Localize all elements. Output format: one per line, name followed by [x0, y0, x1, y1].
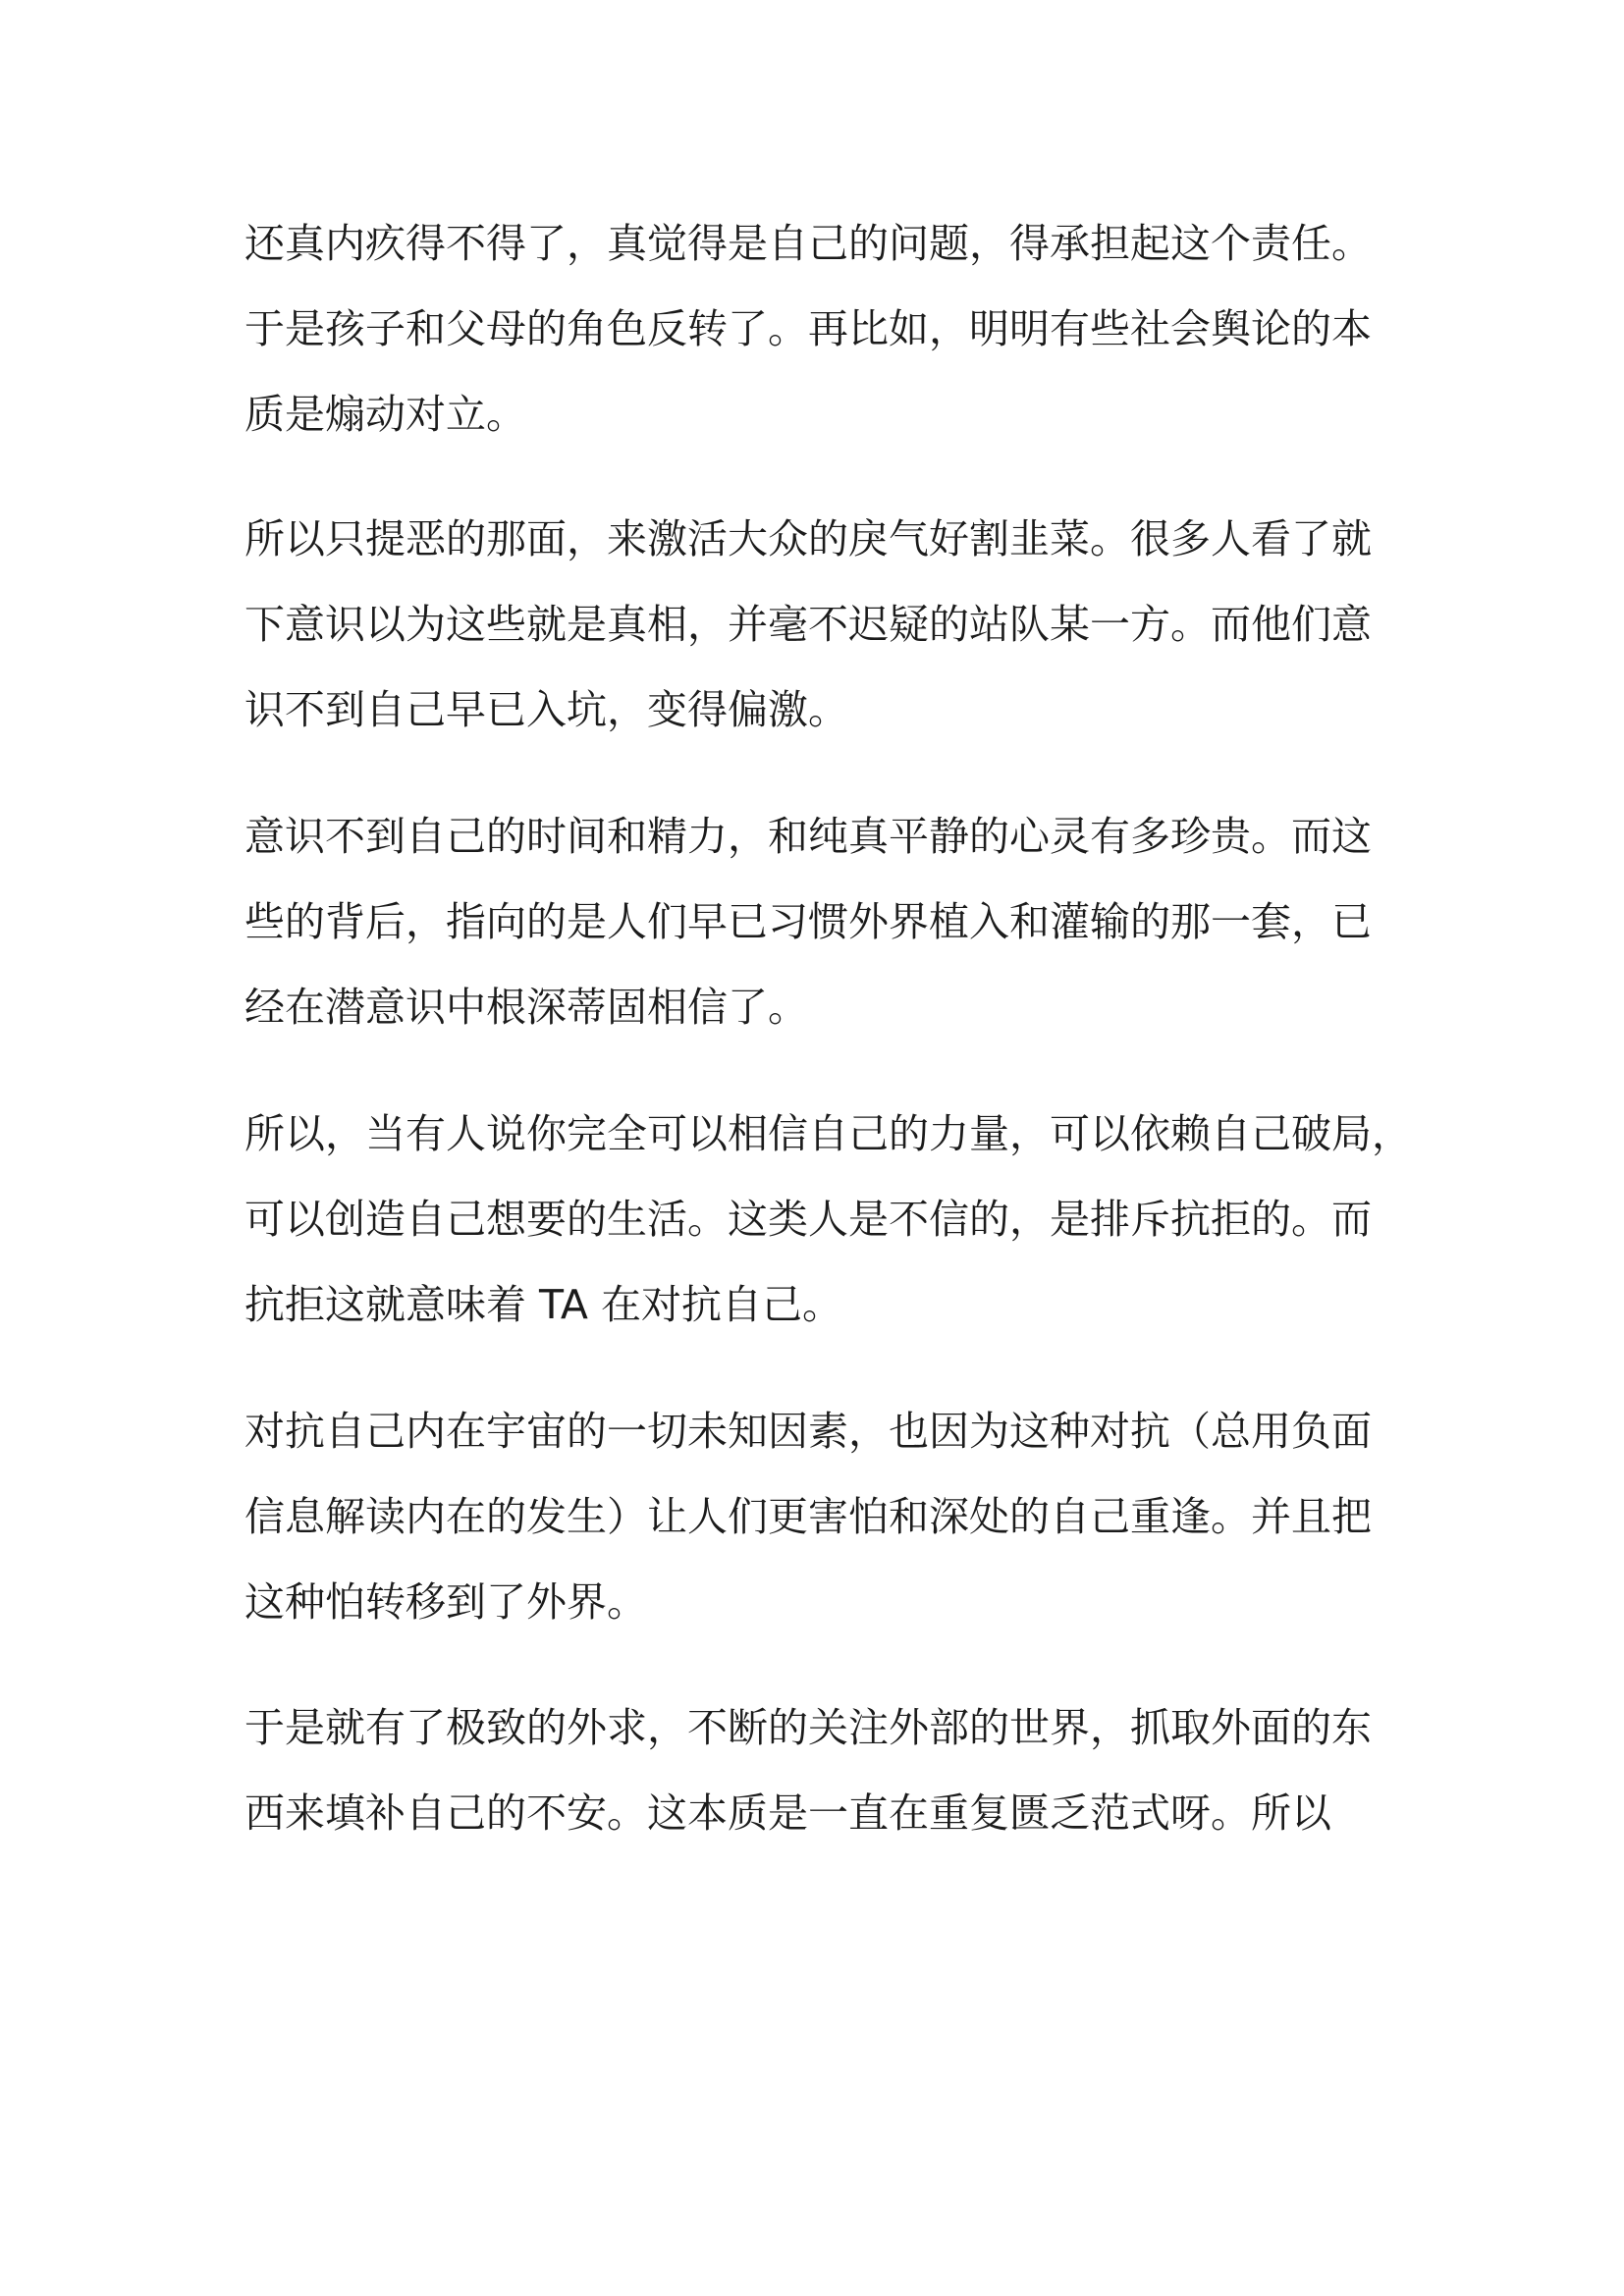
text-line: 经在潜意识中根深蒂固相信了。 [244, 984, 808, 1031]
text-line: 信息解读内在的发生）让人们更害怕和深处的自己重逢。并且把 [244, 1493, 1372, 1540]
text-line: 下意识以为这些就是真相，并毫不迟疑的站队某一方。而他们意 [244, 601, 1372, 648]
paragraph-6 [244, 1704, 1393, 1878]
text-line: 可以创造自己想要的生活。这类人是不信的，是排斥抗拒的。而 [244, 1196, 1372, 1243]
paragraph-1 [244, 220, 1393, 479]
text-line: 些的背后，指向的是人们早已习惯外界植入和灌输的那一套，已 [244, 898, 1372, 945]
paragraph-5 [244, 1408, 1393, 1667]
text-line: 于是就有了极致的外求，不断的关注外部的世界，抓取外面的东 [244, 1704, 1372, 1751]
paragraph-4 [244, 1110, 1412, 1369]
text-line: 抗拒这就意味着 TA 在对抗自己。 [244, 1281, 842, 1328]
text-line: 意识不到自己的时间和精力，和纯真平静的心灵有多珍贵。而这 [244, 813, 1372, 860]
text-line: 所以，当有人说你完全可以相信自己的力量，可以依赖自己破局， [244, 1110, 1412, 1157]
text-line: 质是煽动对立。 [244, 391, 526, 438]
text-line: 西来填补自己的不安。这本质是一直在重复匮乏范式呀。所以 [244, 1789, 1331, 1837]
text-line: 这种怕转移到了外界。 [244, 1578, 647, 1626]
paragraph-3 [244, 813, 1393, 1072]
text-line: 识不到自己早已入坑，变得偏激。 [244, 686, 848, 733]
text-line: 对抗自己内在宇宙的一切未知因素，也因为这种对抗（总用负面 [244, 1408, 1372, 1455]
text-line: 还真内疚得不得了，真觉得是自己的问题，得承担起这个责任。 [244, 220, 1372, 267]
text-line: 所以只提恶的那面，来激活大众的戾气好割韭菜。很多人看了就 [244, 515, 1372, 562]
paragraph-2 [244, 515, 1393, 774]
text-line: 于是孩子和父母的角色反转了。再比如，明明有些社会舆论的本 [244, 305, 1372, 352]
